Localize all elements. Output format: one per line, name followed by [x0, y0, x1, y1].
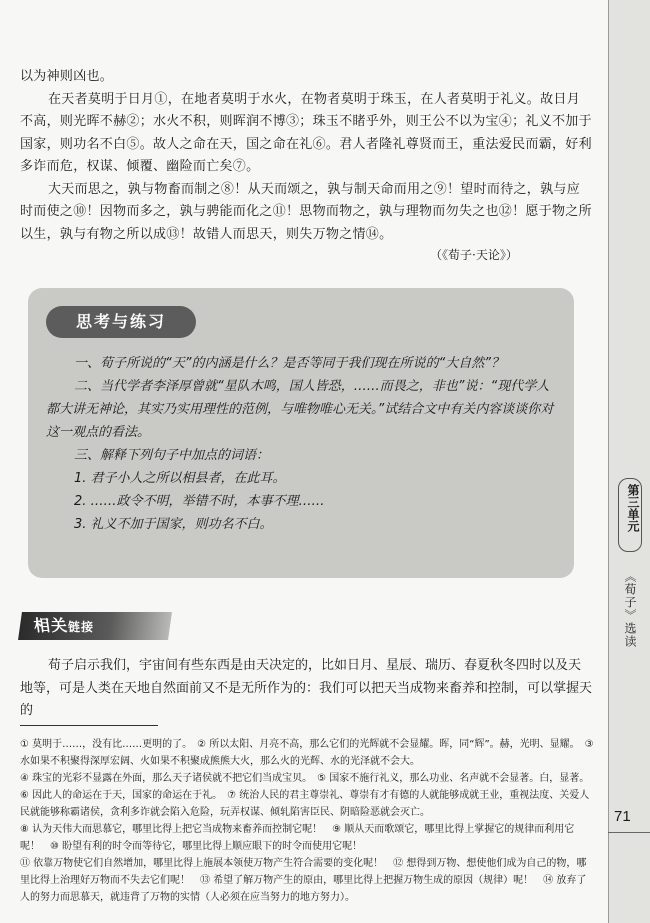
exercise-box: [28, 288, 574, 578]
banner-main-text: 相关: [32, 616, 70, 635]
book-title: 《荀子》选读: [623, 570, 637, 648]
question-1: 一、荀子所说的“天”的内涵是什么？是否等同于我们现在所说的“大自然”？: [74, 356, 504, 371]
exercise-title: 思考与练习: [46, 306, 196, 338]
paragraph-1: 在天者莫明于日月①，在地者莫明于水火，在物者莫明于珠玉，在人者莫明于礼义。故日月不高，则光晖不赫②；水火不积，则晖润不博③；珠玉不睹乎外，则王公不以为宝④；礼义不加于国家，则功名不白⑤。故人之命在天，国之命在礼⑥。君人者隆礼尊贤而王，重法爱民而霸，好利多诈而危，权谋、倾覆、幽险而亡矣⑦。: [20, 91, 592, 174]
footnote-group-1: ① 莫明于……，没有比……更明的了。 ② 所以太阳、月亮不高，那么它们的光辉就不会显耀。晖，同“辉”。赫，光明、显耀。 ③ 水如果不积聚得深厚宏阔、火如果不积聚成熊熊大火，那么火的光辉、水的光泽就不会大。: [20, 739, 594, 767]
question-3-item-3: 3. 礼义不加于国家，则功名不白。: [74, 517, 273, 532]
side-margin: [608, 0, 650, 923]
citation: （《荀子·天论》）: [430, 248, 518, 262]
opening-line: 以为神则凶也。: [20, 69, 114, 84]
footnote-group-2: ④ 珠宝的光彩不显露在外面，那么天子诸侯就不把它们当成宝贝。 ⑤ 国家不施行礼义，那么功业、名声就不会显著。白，显著。 ⑥ 因此人的命运在于天，国家的命运在于礼。 ⑦ 统治人民的君主尊崇礼、尊崇有才有德的人就能够成就王业，重视法度、关爱人民就能够称霸诸侯，贪利多诈就会陷入危险，玩弄权谋、倾轧陷害臣民、阴暗险恶就会灭亡。: [20, 773, 595, 818]
exercise-body: [46, 352, 558, 536]
related-links-banner: [18, 612, 172, 640]
question-3-item-2: 2. ……政令不明，举错不时，本事不理……: [74, 494, 325, 509]
page-number-rule: [608, 832, 650, 833]
footnote-group-4: ⑪ 依靠万物使它们自然增加，哪里比得上施展本领使万物产生符合需要的变化呢！ ⑫ 想得到万物、想使他们成为自己的物，哪里比得上治理好万物而不失去它们呢！ ⑬ 希望了解万物产生的原由，哪里比得上把握万物生成的原因（规律）呢！ ⑭ 放弃了人的努力而思慕天，就违背了万物的实情（人必须在应当努力的地方努力）。: [20, 858, 587, 903]
footnote-divider: [20, 725, 158, 726]
question-2: 二、当代学者李泽厚曾就“星队木鸣，国人皆恐，……而畏之，非也”说：“现代学人都大讲无神论，其实乃实用理性的范例，与唯物唯心无关。”试结合文中有关内容谈谈你对这一观点的看法。: [46, 379, 554, 440]
question-3-item-1: 1. 君子小人之所以相县者，在此耳。: [74, 471, 286, 486]
page-number: 71: [614, 808, 631, 825]
related-links-text: [20, 655, 592, 723]
banner-small-text: 链接: [67, 620, 94, 634]
unit-label: 第三单元: [626, 484, 640, 532]
question-3: 三、解释下列句子中加点的词语：: [74, 448, 270, 463]
footnote-group-3: ⑧ 认为天伟大而思慕它，哪里比得上把它当成物来畜养而控制它呢！ ⑨ 顺从天而歌颂它，哪里比得上掌握它的规律而利用它呢！ ⑩ 盼望有利的时令而等待它，哪里比得上顺应眼下的时令而使用它呢！: [20, 824, 575, 852]
related-paragraph: 荀子启示我们，宇宙间有些东西是由天决定的，比如日月、星辰、瑞历、春夏秋冬四时以及天地等，可是人类在天地自然面前又不是无所作为的：我们可以把天当成物来畜养和控制，可以掌握天的: [20, 658, 593, 718]
main-text: [20, 66, 592, 246]
footnotes: [20, 736, 594, 906]
paragraph-2: 大天而思之，孰与物畜而制之⑧！从天而颂之，孰与制天命而用之⑨！望时而待之，孰与应时而使之⑩！因物而多之，孰与骋能而化之⑪！思物而物之，孰与理物而勿失之也⑫！愿于物之所以生，孰与有物之所以成⑬！故错人而思天，则失万物之情⑭。: [20, 181, 592, 242]
